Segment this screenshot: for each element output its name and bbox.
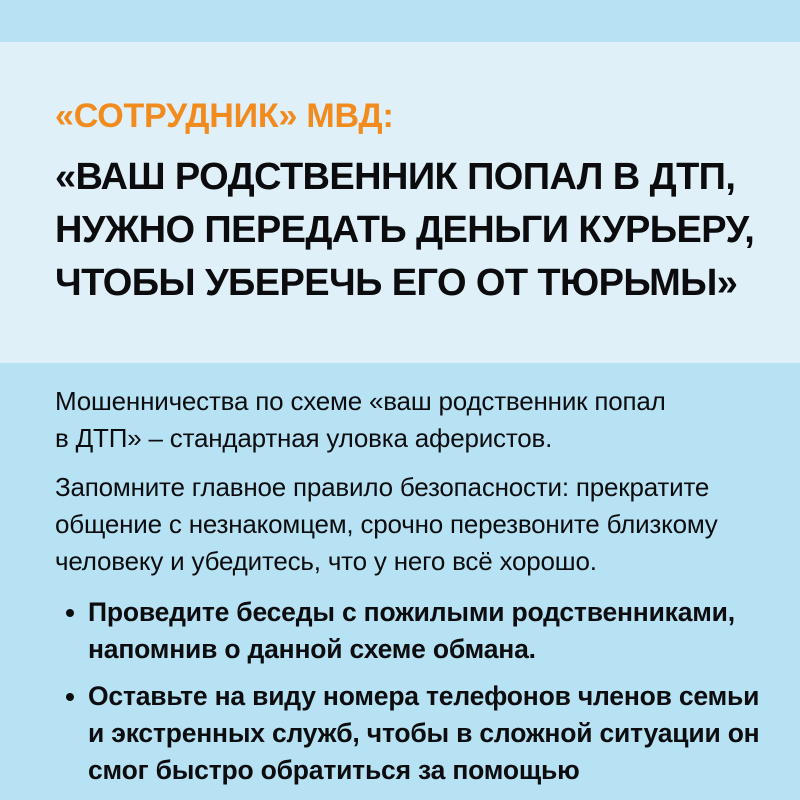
paragraph-line: Мошенничества по схеме «ваш родственник попал xyxy=(55,386,666,416)
title-line: НУЖНО ПЕРЕДАТЬ ДЕНЬГИ КУРЬЕРУ, xyxy=(55,209,755,251)
title-line: «ВАШ РОДСТВЕННИК ПОПАЛ В ДТП, xyxy=(55,156,736,198)
safety-rule-paragraph xyxy=(55,469,752,580)
headline-section xyxy=(0,42,800,363)
body-section xyxy=(0,363,800,800)
list-item xyxy=(55,594,752,668)
paragraph-line: человеку и убедитесь, что у него всё хорошо. xyxy=(55,546,597,576)
intro-paragraph xyxy=(55,383,752,457)
advice-list xyxy=(55,594,760,789)
list-item-text xyxy=(88,678,760,789)
title-line: ЧТОБЫ УБЕРЕЧЬ ЕГО ОТ ТЮРЬМЫ» xyxy=(55,262,738,304)
paragraph-line: общение с незнакомцем, срочно перезвоните близкому xyxy=(55,509,718,539)
top-margin-band xyxy=(0,0,800,42)
list-item-text xyxy=(88,594,735,668)
list-item-line: напомнив о данной схеме обмана. xyxy=(88,634,536,664)
list-item-line: Проведите беседы с пожилыми родственниками, xyxy=(88,597,735,627)
paragraph-line: Запомните главное правило безопасности: прекратите xyxy=(55,472,710,502)
paragraph-line: в ДТП» – стандартная уловка аферистов. xyxy=(55,423,553,453)
bullet-dot-icon xyxy=(66,609,74,617)
page-title xyxy=(55,151,760,310)
kicker-label: «СОТРУДНИК» МВД: xyxy=(55,97,394,135)
list-item-line: смог быстро обратиться за помощью xyxy=(88,755,580,785)
list-item-line: Оставьте на виду номера телефонов членов семьи xyxy=(88,681,760,711)
bullet-dot-icon xyxy=(66,693,74,701)
list-item xyxy=(55,678,760,789)
list-item-line: и экстренных служб, чтобы в сложной ситуации он xyxy=(88,718,760,748)
